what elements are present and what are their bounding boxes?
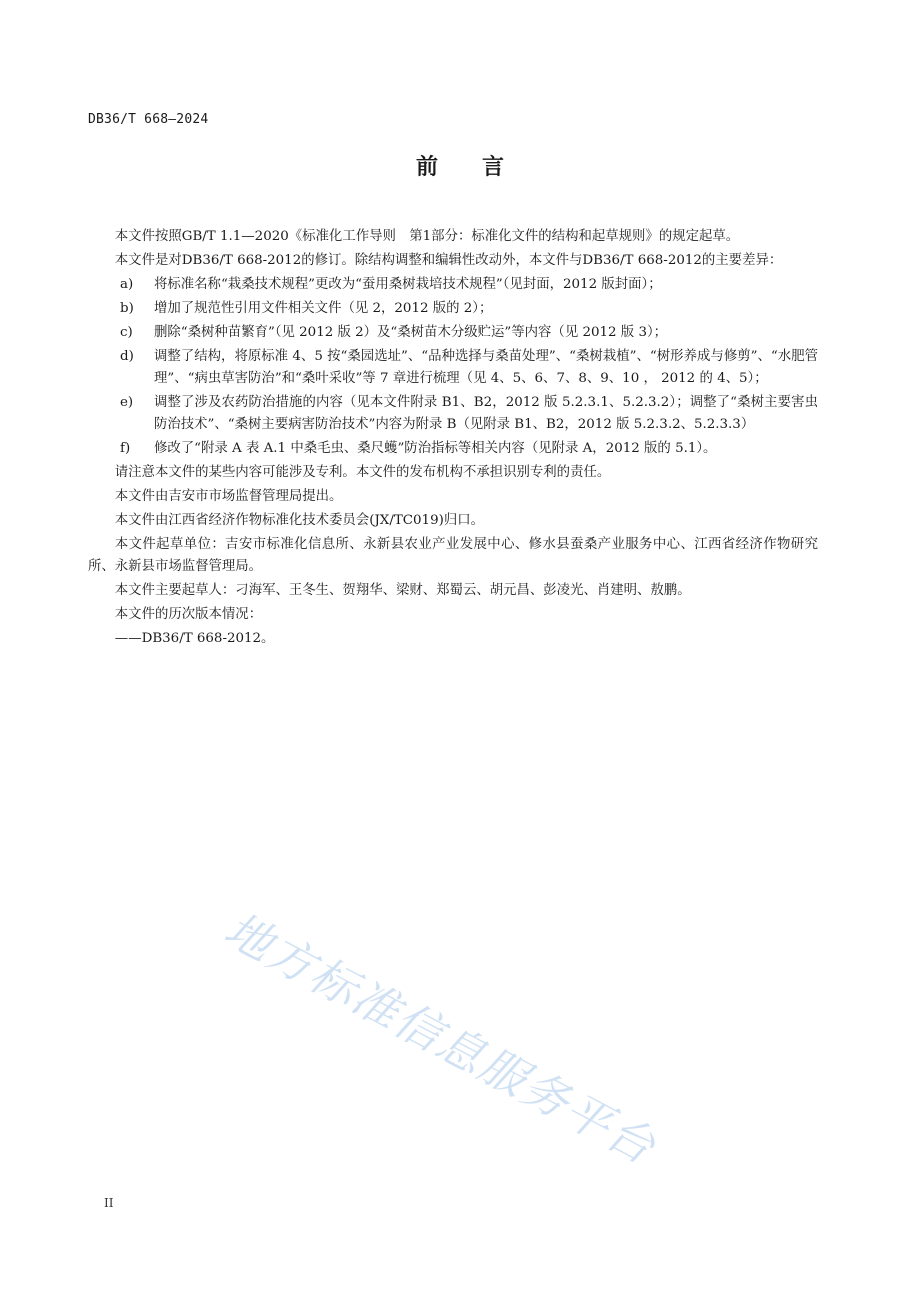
page-title: 前言 xyxy=(415,155,548,180)
paragraph-patent-notice: 请注意本文件的某些内容可能涉及专利。本文件的发布机构不承担识别专利的责任。 xyxy=(114,465,611,480)
list-item xyxy=(88,438,818,460)
list-item xyxy=(88,274,818,296)
list-item-text: 将标准名称“栽桑技术规程”更改为“蚕用桑树栽培技术规程”（见封面，2012 版封面）； xyxy=(154,277,662,292)
list-marker: b) xyxy=(120,301,134,316)
list-item xyxy=(88,346,818,390)
list-item-text: 调整了结构，将原标准 4、5 按“桑园选址”、“品种选择与桑苗处理”、“桑树栽植”、“树形养成与修剪”、“水肥管理”、“病虫草害防治”和“桑叶采收”等 7 章进行梳理（见 4、5、6、7、8、9、10 ， 2012 的 4、5）； xyxy=(154,349,818,386)
watermark: 地方标准信息服务平台 xyxy=(215,901,666,1175)
paragraph-revision-intro: 本文件是对DB36/T 668-2012的修订。除结构调整和编辑性改动外，本文件与DB36/T 668-2012的主要差异： xyxy=(114,253,783,268)
list-item xyxy=(88,322,818,344)
paragraph-history-item: ——DB36/T 668-2012。 xyxy=(114,631,275,646)
paragraph-history-label: 本文件的历次版本情况： xyxy=(114,607,263,622)
list-marker: e) xyxy=(120,395,134,410)
document-body xyxy=(88,226,818,652)
list-marker: c) xyxy=(120,325,133,340)
page-number: II xyxy=(104,1196,114,1210)
list-item-text: 修改了“附录 A 表 A.1 中桑毛虫、桑尺蠖”防治指标等相关内容（见附录 A，2012 版的 5.1）。 xyxy=(154,441,717,456)
paragraph-drafters: 本文件主要起草人：刁海军、王冬生、贺翔华、梁财、郑蜀云、胡元昌、彭凌光、肖建明、敖鹏。 xyxy=(114,583,691,598)
paragraph-drafting-units: 本文件起草单位：吉安市标准化信息所、永新县农业产业发展中心、修水县蚕桑产业服务中心、江西省经济作物研究所、永新县市场监督管理局。 xyxy=(88,537,818,574)
list-item-text: 增加了规范性引用文件相关文件（见 2，2012 版的 2）； xyxy=(154,301,493,316)
list-item-text: 删除“桑树种苗繁育”（见 2012 版 2）及“桑树苗木分级贮运”等内容（见 2012 版 3）； xyxy=(154,325,668,340)
list-item xyxy=(88,392,818,436)
list-marker: a) xyxy=(120,277,134,292)
list-marker: f) xyxy=(120,441,131,456)
list-item xyxy=(88,298,818,320)
list-item-text: 调整了涉及农药防治措施的内容（见本文件附录 B1、B2，2012 版 5.2.3.1、5.2.3.2）；调整了“桑树主要害虫防治技术”、“桑树主要病害防治技术”内容为附录 B（见附录 B1、B2，2012 版 5.2.3.2、5.2.3.3） xyxy=(154,395,818,432)
paragraph-proposed-by: 本文件由吉安市市场监督管理局提出。 xyxy=(114,489,343,504)
paragraph-drafting-rules: 本文件按照GB/T 1.1—2020《标准化工作导则 第1部分：标准化文件的结构和起草规则》的规定起草。 xyxy=(114,229,740,244)
list-marker: d) xyxy=(120,349,134,364)
paragraph-managed-by: 本文件由江西省经济作物标准化技术委员会(JX/TC019)归口。 xyxy=(114,513,484,528)
standard-code: DB36/T 668—2024 xyxy=(88,112,209,127)
